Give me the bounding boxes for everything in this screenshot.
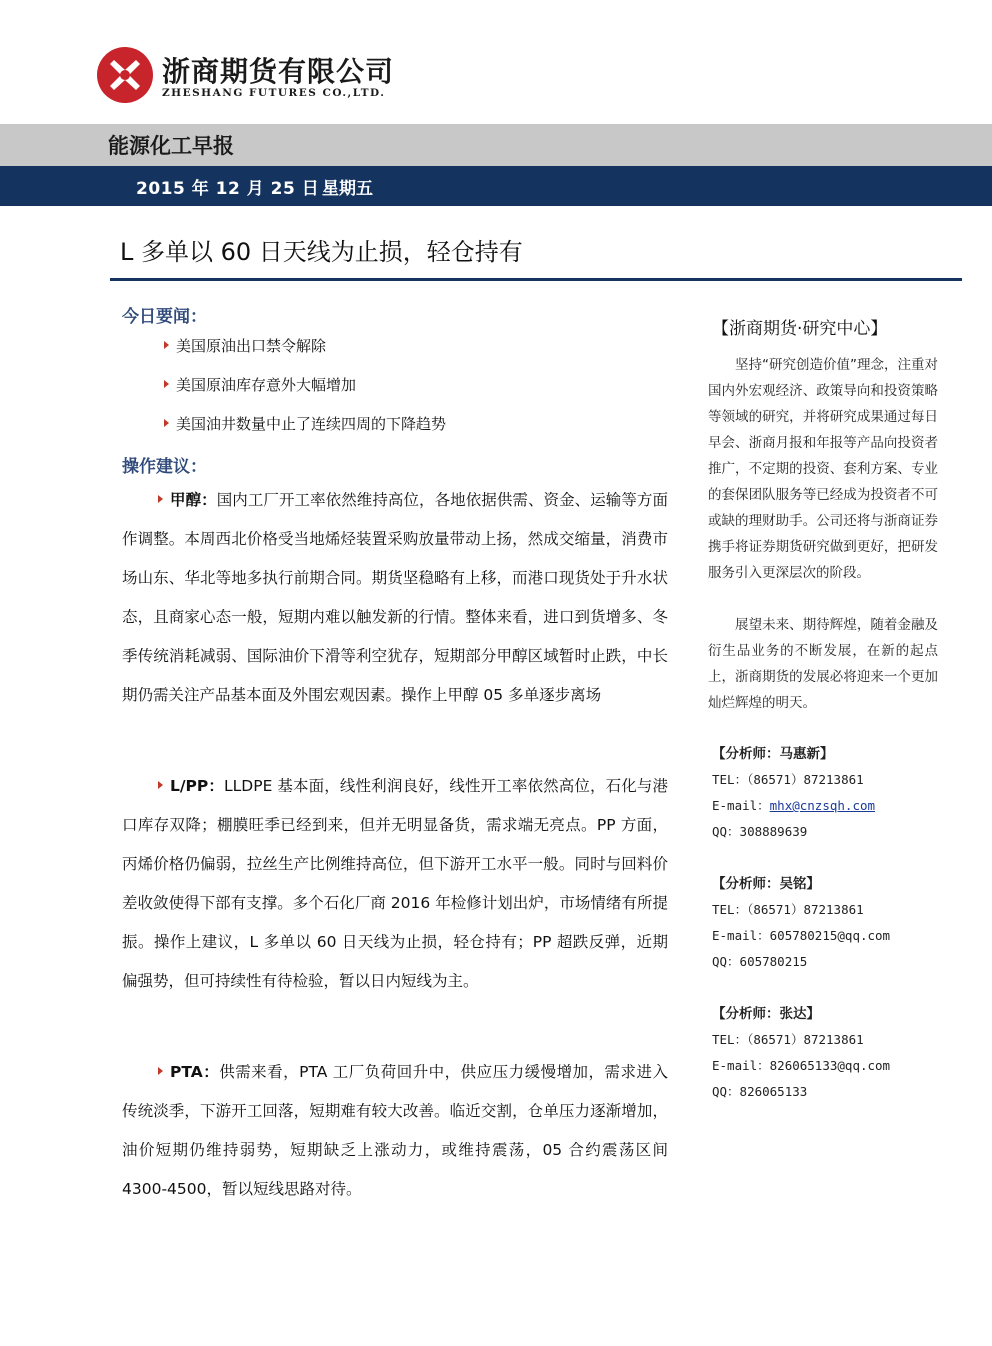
analyst-qq: QQ：605780215 — [712, 954, 808, 969]
analyst-card — [712, 1001, 952, 1105]
analyst-tel: TEL：（86571）87213861 — [712, 1032, 864, 1047]
analyst-email-line — [712, 793, 952, 819]
analyst-tel: TEL：（86571）87213861 — [712, 772, 864, 787]
outlook-text: 展望未来、期待辉煌，随着金融及衍生品业务的不断发展，在新的起点上，浙商期货的发展必将迎来一个更加灿烂辉煌的明天。 — [708, 617, 938, 711]
zheshang-logo-icon — [96, 46, 154, 104]
report-name: 能源化工早报 — [108, 134, 234, 158]
news-item-text: 美国原油库存意外大幅增加 — [176, 376, 357, 394]
email-label: E-mail： — [712, 1058, 770, 1073]
analyst-name: 【分析师：马惠新】 — [712, 746, 834, 762]
advice-pta — [122, 1053, 668, 1209]
news-item — [164, 374, 356, 395]
news-item — [164, 413, 446, 434]
analyst-card — [712, 871, 952, 975]
advice-l-pp — [122, 767, 668, 1001]
bullet-arrow-icon — [158, 495, 163, 503]
analyst-email: 826065133@qq.com — [769, 1058, 891, 1073]
headline: L 多单以 60 日天线为止损，轻仓持有 — [120, 238, 523, 266]
analyst-card — [712, 741, 952, 845]
analyst-email-line — [712, 923, 952, 949]
news-item-text: 美国油井数量中止了连续四周的下降趋势 — [176, 415, 447, 433]
headline-divider — [110, 278, 962, 281]
report-weekday: 星期五 — [322, 179, 373, 199]
intro-text: 坚持“研究创造价值”理念，注重对国内外宏观经济、政策导向和投资策略等领域的研究，并将研究成果通过每日早会、浙商月报和年报等产品向投资者推广，不定期的投资、套利方案、专业的套保团队服务等已经成为投资者不可或缺的理财助手。公司还将与浙商证券携手将证券期货研究做到更好，把研发服务引入更深层次的阶段。 — [708, 357, 938, 581]
analyst-email-link[interactable]: mhx@cnzsqh.com — [769, 798, 876, 813]
company-logo — [96, 40, 395, 110]
news-item-text: 美国原油出口禁令解除 — [176, 337, 327, 355]
news-section-title: 今日要闻： — [122, 307, 207, 327]
advice-text: LLDPE 基本面，线性利润良好，线性开工率依然高位，石化与港口库存双降；棚膜旺季已经到来，但并无明显备货，需求端无亮点。PP 方面，丙烯价格仍偏弱，拉丝生产比例维持高位，但下游开工水平一般。同时与回料价差收敛使得下部有支撑。多个石化厂商 2016 年检修计划出炉，市场情绪有所提振。操作上建议，L 多单以 60 日天线为止损，轻仓持有；PP 超跌反弹，近期偏强势，但可持续性有待检验，暂以日内短线为主。 — [122, 777, 668, 990]
advice-methanol — [122, 481, 668, 715]
advice-section-title: 操作建议： — [122, 457, 207, 477]
advice-lead: PTA： — [170, 1063, 220, 1081]
news-item — [164, 335, 326, 356]
research-center-title: 【浙商期货·研究中心】 — [712, 319, 888, 339]
bullet-arrow-icon — [164, 380, 169, 388]
advice-lead: L/PP： — [170, 777, 225, 795]
research-center-outlook — [708, 612, 938, 716]
date-band — [0, 166, 992, 206]
analyst-qq: QQ：308889639 — [712, 824, 808, 839]
bullet-arrow-icon — [164, 419, 169, 427]
research-center-intro — [708, 352, 938, 586]
analyst-name: 【分析师：张达】 — [712, 1006, 820, 1022]
advice-lead: 甲醇： — [170, 491, 217, 509]
advice-text: 供需来看，PTA 工厂负荷回升中，供应压力缓慢增加，需求进入传统淡季，下游开工回落，短期难有较大改善。临近交割，仓单压力逐渐增加，油价短期仍维持弱势，短期缺乏上涨动力，或维持震荡，05 合约震荡区间 4300-4500，暂以短线思路对待。 — [122, 1063, 668, 1198]
analyst-email: 605780215@qq.com — [769, 928, 891, 943]
logo-english-name: ZHESHANG FUTURES CO.,LTD. — [162, 87, 386, 99]
logo-chinese-name: 浙商期货有限公司 — [162, 55, 395, 88]
bullet-arrow-icon — [158, 781, 163, 789]
analyst-qq: QQ：826065133 — [712, 1084, 808, 1099]
analyst-tel: TEL：（86571）87213861 — [712, 902, 864, 917]
bullet-arrow-icon — [164, 341, 169, 349]
advice-text: 国内工厂开工率依然维持高位，各地依据供需、资金、运输等方面作调整。本周西北价格受当地烯烃装置采购放量带动上扬，然成交缩量，消费市场山东、华北等地多执行前期合同。期货坚稳略有上移，而港口现货处于升水状态，且商家心态一般，短期内难以触发新的行情。整体来看，进口到货增多、冬季传统消耗减弱、国际油价下滑等利空犹存，短期部分甲醇区域暂时止跌，中长期仍需关注产品基本面及外围宏观因素。操作上甲醇 05 多单逐步离场 — [122, 491, 668, 704]
email-label: E-mail： — [712, 798, 770, 813]
report-date: 2015 年 12 月 25 日 — [136, 179, 320, 199]
analyst-email-line — [712, 1053, 952, 1079]
email-label: E-mail： — [712, 928, 770, 943]
bullet-arrow-icon — [158, 1067, 163, 1075]
analyst-name: 【分析师：吴铭】 — [712, 876, 820, 892]
report-title-band — [0, 124, 992, 166]
